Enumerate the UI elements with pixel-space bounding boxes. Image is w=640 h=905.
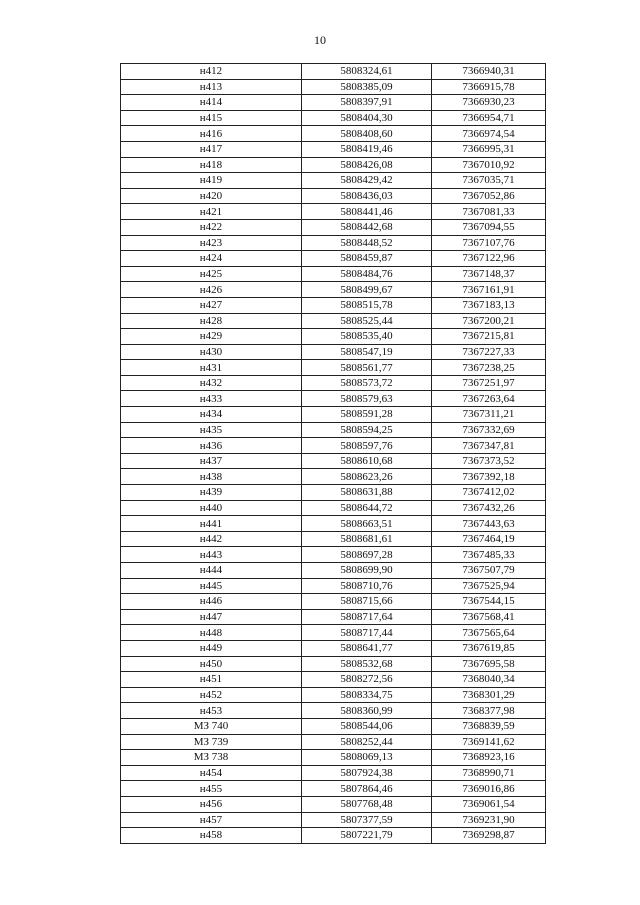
y-coordinate-cell: 7367238,25: [432, 360, 546, 376]
point-id-cell: н417: [121, 141, 302, 157]
x-coordinate-cell: 5808579,63: [302, 391, 432, 407]
y-coordinate-cell: 7367263,64: [432, 391, 546, 407]
y-coordinate-cell: 7367392,18: [432, 469, 546, 485]
table-row: [121, 126, 546, 142]
table-row: [121, 563, 546, 579]
y-coordinate-cell: 7367183,13: [432, 297, 546, 313]
x-coordinate-cell: 5808535,40: [302, 329, 432, 345]
point-id-cell: н436: [121, 438, 302, 454]
x-coordinate-cell: 5808408,60: [302, 126, 432, 142]
coordinates-table-body: [121, 64, 546, 844]
x-coordinate-cell: 5808717,44: [302, 625, 432, 641]
x-coordinate-cell: 5808610,68: [302, 453, 432, 469]
table-row: [121, 235, 546, 251]
point-id-cell: н456: [121, 796, 302, 812]
y-coordinate-cell: 7369298,87: [432, 828, 546, 844]
point-id-cell: МЗ 739: [121, 734, 302, 750]
y-coordinate-cell: 7367347,81: [432, 438, 546, 454]
point-id-cell: н432: [121, 375, 302, 391]
table-row: [121, 718, 546, 734]
point-id-cell: н431: [121, 360, 302, 376]
y-coordinate-cell: 7367507,79: [432, 563, 546, 579]
table-row: [121, 266, 546, 282]
point-id-cell: н439: [121, 485, 302, 501]
x-coordinate-cell: 5808334,75: [302, 687, 432, 703]
x-coordinate-cell: 5808442,68: [302, 219, 432, 235]
x-coordinate-cell: 5808499,67: [302, 282, 432, 298]
table-row: [121, 297, 546, 313]
x-coordinate-cell: 5808715,66: [302, 594, 432, 610]
x-coordinate-cell: 5808525,44: [302, 313, 432, 329]
y-coordinate-cell: 7367619,85: [432, 640, 546, 656]
point-id-cell: н444: [121, 563, 302, 579]
point-id-cell: н447: [121, 609, 302, 625]
table-row: [121, 656, 546, 672]
point-id-cell: н434: [121, 407, 302, 423]
x-coordinate-cell: 5808597,76: [302, 438, 432, 454]
point-id-cell: н458: [121, 828, 302, 844]
point-id-cell: н454: [121, 765, 302, 781]
y-coordinate-cell: 7367332,69: [432, 422, 546, 438]
y-coordinate-cell: 7366995,31: [432, 141, 546, 157]
y-coordinate-cell: 7366974,54: [432, 126, 546, 142]
table-row: [121, 578, 546, 594]
x-coordinate-cell: 5808623,26: [302, 469, 432, 485]
x-coordinate-cell: 5807377,59: [302, 812, 432, 828]
table-row: [121, 188, 546, 204]
point-id-cell: н421: [121, 204, 302, 220]
point-id-cell: н435: [121, 422, 302, 438]
point-id-cell: н414: [121, 95, 302, 111]
point-id-cell: н416: [121, 126, 302, 142]
point-id-cell: н425: [121, 266, 302, 282]
point-id-cell: н415: [121, 110, 302, 126]
table-row: [121, 204, 546, 220]
point-id-cell: н429: [121, 329, 302, 345]
table-row: [121, 438, 546, 454]
x-coordinate-cell: 5808441,46: [302, 204, 432, 220]
table-row: [121, 625, 546, 641]
point-id-cell: н441: [121, 516, 302, 532]
y-coordinate-cell: 7366930,23: [432, 95, 546, 111]
y-coordinate-cell: 7368990,71: [432, 765, 546, 781]
point-id-cell: н423: [121, 235, 302, 251]
y-coordinate-cell: 7367215,81: [432, 329, 546, 345]
point-id-cell: н448: [121, 625, 302, 641]
point-id-cell: н449: [121, 640, 302, 656]
table-row: [121, 375, 546, 391]
table-row: [121, 812, 546, 828]
point-id-cell: н452: [121, 687, 302, 703]
x-coordinate-cell: 5808515,78: [302, 297, 432, 313]
point-id-cell: н453: [121, 703, 302, 719]
point-id-cell: н442: [121, 531, 302, 547]
point-id-cell: МЗ 738: [121, 750, 302, 766]
x-coordinate-cell: 5808419,46: [302, 141, 432, 157]
y-coordinate-cell: 7367568,41: [432, 609, 546, 625]
page-number: 10: [314, 33, 326, 47]
x-coordinate-cell: 5808385,09: [302, 79, 432, 95]
point-id-cell: н430: [121, 344, 302, 360]
y-coordinate-cell: 7368839,59: [432, 718, 546, 734]
y-coordinate-cell: 7367035,71: [432, 173, 546, 189]
table-row: [121, 344, 546, 360]
point-id-cell: МЗ 740: [121, 718, 302, 734]
y-coordinate-cell: 7366915,78: [432, 79, 546, 95]
table-row: [121, 547, 546, 563]
point-id-cell: н427: [121, 297, 302, 313]
y-coordinate-cell: 7367200,21: [432, 313, 546, 329]
y-coordinate-cell: 7369231,90: [432, 812, 546, 828]
point-id-cell: н443: [121, 547, 302, 563]
point-id-cell: н433: [121, 391, 302, 407]
point-id-cell: н450: [121, 656, 302, 672]
table-row: [121, 313, 546, 329]
table-row: [121, 485, 546, 501]
x-coordinate-cell: 5808544,06: [302, 718, 432, 734]
y-coordinate-cell: 7367107,76: [432, 235, 546, 251]
point-id-cell: н440: [121, 500, 302, 516]
x-coordinate-cell: 5808459,87: [302, 251, 432, 267]
x-coordinate-cell: 5808641,77: [302, 640, 432, 656]
y-coordinate-cell: 7367432,26: [432, 500, 546, 516]
x-coordinate-cell: 5807864,46: [302, 781, 432, 797]
y-coordinate-cell: 7367251,97: [432, 375, 546, 391]
table-row: [121, 64, 546, 80]
y-coordinate-cell: 7367412,02: [432, 485, 546, 501]
table-row: [121, 640, 546, 656]
y-coordinate-cell: 7367081,33: [432, 204, 546, 220]
table-row: [121, 781, 546, 797]
y-coordinate-cell: 7367148,37: [432, 266, 546, 282]
table-row: [121, 765, 546, 781]
x-coordinate-cell: 5808429,42: [302, 173, 432, 189]
table-row: [121, 796, 546, 812]
y-coordinate-cell: 7367525,94: [432, 578, 546, 594]
x-coordinate-cell: 5808272,56: [302, 672, 432, 688]
point-id-cell: н457: [121, 812, 302, 828]
y-coordinate-cell: 7367311,21: [432, 407, 546, 423]
table-row: [121, 750, 546, 766]
x-coordinate-cell: 5808644,72: [302, 500, 432, 516]
x-coordinate-cell: 5808436,03: [302, 188, 432, 204]
x-coordinate-cell: 5808573,72: [302, 375, 432, 391]
y-coordinate-cell: 7368040,34: [432, 672, 546, 688]
table-row: [121, 703, 546, 719]
table-row: [121, 500, 546, 516]
table-row: [121, 609, 546, 625]
y-coordinate-cell: 7366954,71: [432, 110, 546, 126]
y-coordinate-cell: 7367464,19: [432, 531, 546, 547]
x-coordinate-cell: 5808069,13: [302, 750, 432, 766]
table-row: [121, 531, 546, 547]
table-row: [121, 157, 546, 173]
table-row: [121, 734, 546, 750]
point-id-cell: н445: [121, 578, 302, 594]
table-row: [121, 110, 546, 126]
x-coordinate-cell: 5808252,44: [302, 734, 432, 750]
y-coordinate-cell: 7367565,64: [432, 625, 546, 641]
y-coordinate-cell: 7367443,63: [432, 516, 546, 532]
point-id-cell: н437: [121, 453, 302, 469]
x-coordinate-cell: 5808594,25: [302, 422, 432, 438]
y-coordinate-cell: 7367373,52: [432, 453, 546, 469]
x-coordinate-cell: 5808631,88: [302, 485, 432, 501]
point-id-cell: н422: [121, 219, 302, 235]
x-coordinate-cell: 5808663,51: [302, 516, 432, 532]
point-id-cell: н424: [121, 251, 302, 267]
x-coordinate-cell: 5808426,08: [302, 157, 432, 173]
table-row: [121, 141, 546, 157]
y-coordinate-cell: 7366940,31: [432, 64, 546, 80]
x-coordinate-cell: 5808360,99: [302, 703, 432, 719]
x-coordinate-cell: 5808547,19: [302, 344, 432, 360]
x-coordinate-cell: 5808448,52: [302, 235, 432, 251]
table-row: [121, 173, 546, 189]
x-coordinate-cell: 5807768,48: [302, 796, 432, 812]
table-row: [121, 219, 546, 235]
point-id-cell: н428: [121, 313, 302, 329]
table-row: [121, 469, 546, 485]
point-id-cell: н451: [121, 672, 302, 688]
y-coordinate-cell: 7367544,15: [432, 594, 546, 610]
x-coordinate-cell: 5808591,28: [302, 407, 432, 423]
y-coordinate-cell: 7369141,62: [432, 734, 546, 750]
y-coordinate-cell: 7367227,33: [432, 344, 546, 360]
table-row: [121, 672, 546, 688]
point-id-cell: н426: [121, 282, 302, 298]
x-coordinate-cell: 5808697,28: [302, 547, 432, 563]
y-coordinate-cell: 7367094,55: [432, 219, 546, 235]
table-row: [121, 407, 546, 423]
x-coordinate-cell: 5808324,61: [302, 64, 432, 80]
x-coordinate-cell: 5808717,64: [302, 609, 432, 625]
point-id-cell: н455: [121, 781, 302, 797]
table-row: [121, 79, 546, 95]
x-coordinate-cell: 5808710,76: [302, 578, 432, 594]
x-coordinate-cell: 5807221,79: [302, 828, 432, 844]
table-row: [121, 516, 546, 532]
point-id-cell: н438: [121, 469, 302, 485]
y-coordinate-cell: 7367052,86: [432, 188, 546, 204]
table-row: [121, 360, 546, 376]
table-row: [121, 329, 546, 345]
table-row: [121, 422, 546, 438]
table-row: [121, 594, 546, 610]
point-id-cell: н418: [121, 157, 302, 173]
y-coordinate-cell: 7367161,91: [432, 282, 546, 298]
x-coordinate-cell: 5808699,90: [302, 563, 432, 579]
table-row: [121, 453, 546, 469]
x-coordinate-cell: 5808681,61: [302, 531, 432, 547]
table-row: [121, 95, 546, 111]
x-coordinate-cell: 5808532,68: [302, 656, 432, 672]
x-coordinate-cell: 5808404,30: [302, 110, 432, 126]
y-coordinate-cell: 7367485,33: [432, 547, 546, 563]
table-row: [121, 687, 546, 703]
point-id-cell: н446: [121, 594, 302, 610]
y-coordinate-cell: 7367122,96: [432, 251, 546, 267]
x-coordinate-cell: 5808561,77: [302, 360, 432, 376]
y-coordinate-cell: 7369016,86: [432, 781, 546, 797]
y-coordinate-cell: 7368377,98: [432, 703, 546, 719]
point-id-cell: н420: [121, 188, 302, 204]
y-coordinate-cell: 7367695,58: [432, 656, 546, 672]
coordinates-table: [120, 63, 546, 844]
point-id-cell: н413: [121, 79, 302, 95]
y-coordinate-cell: 7369061,54: [432, 796, 546, 812]
y-coordinate-cell: 7367010,92: [432, 157, 546, 173]
x-coordinate-cell: 5807924,38: [302, 765, 432, 781]
table-row: [121, 391, 546, 407]
x-coordinate-cell: 5808397,91: [302, 95, 432, 111]
point-id-cell: н419: [121, 173, 302, 189]
y-coordinate-cell: 7368923,16: [432, 750, 546, 766]
y-coordinate-cell: 7368301,29: [432, 687, 546, 703]
table-row: [121, 282, 546, 298]
table-row: [121, 251, 546, 267]
table-row: [121, 828, 546, 844]
point-id-cell: н412: [121, 64, 302, 80]
x-coordinate-cell: 5808484,76: [302, 266, 432, 282]
